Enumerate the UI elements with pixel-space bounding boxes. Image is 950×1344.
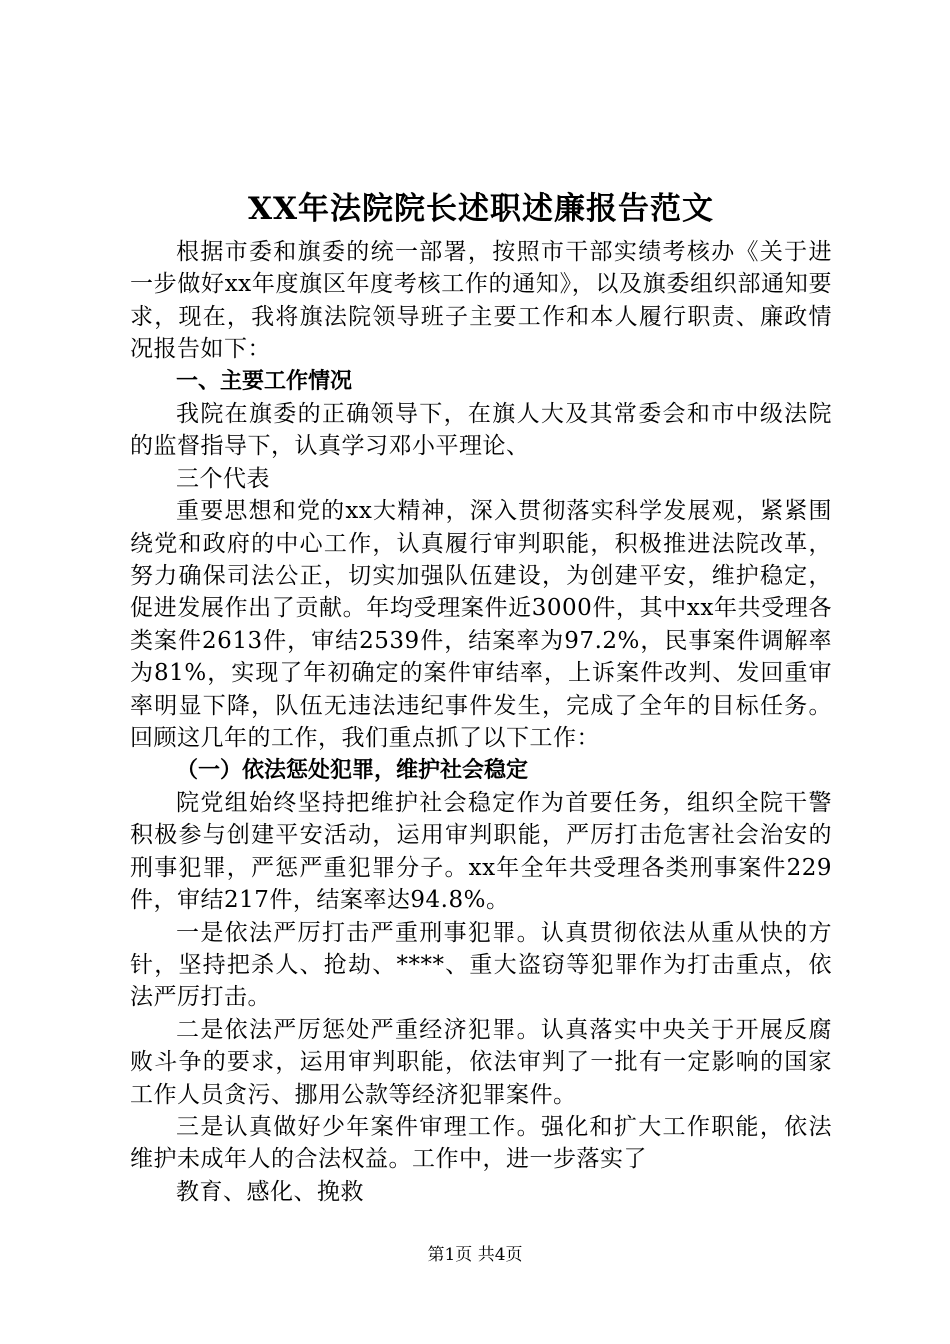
paragraph-education: 教育、感化、挽救 xyxy=(176,1178,364,1205)
paragraph-point-two: 二是依法严厉惩处严重经济犯罪。认真落实中央关于开展反腐败斗争的要求，运用审判职能，依法审判了一批有一定影响的国家工作人员贪污、挪用公款等经济犯罪案件。 xyxy=(130,1016,832,1108)
paragraph-intro: 根据市委和旗委的统一部署，按照市干部实绩考核办《关于进一步做好xx年度旗区年度考核工作的通知》，以及旗委组织部通知要求，现在，我将旗法院领导班子主要工作和本人履行职责、廉政情况报告如下： xyxy=(130,239,832,363)
paragraph-achievements: 重要思想和党的xx大精神，深入贯彻落实科学发展观，紧紧围绕党和政府的中心工作，认真履行审判职能，积极推进法院改革，努力确保司法公正，切实加强队伍建设，为创建平安，维护稳定，促进发展作出了贡献。年均受理案件近3000件，其中xx年共受理各类案件2613件，审结2539件，结案率为97.2%，民事案件调解率为81%，实现了年初确定的案件审结率，上诉案件改判、发回重审率明显下降，队伍无违法违纪事件发生，完成了全年的目标任务。回顾这几年的工作，我们重点抓了以下工作： xyxy=(130,498,832,752)
section-heading-crime: （一）依法惩处犯罪，维护社会稳定 xyxy=(176,757,529,783)
paragraph-point-three: 三是认真做好少年案件审理工作。强化和扩大工作职能，依法维护未成年人的合法权益。工作中，进一步落实了 xyxy=(130,1113,832,1173)
section-heading-main-work: 一、主要工作情况 xyxy=(176,368,353,394)
paragraph-leadership: 我院在旗委的正确领导下，在旗人大及其常委会和市中级法院的监督指导下，认真学习邓小平理论、 xyxy=(130,401,832,460)
document-title: XX年法院院长述职述廉报告范文 xyxy=(247,191,715,227)
paragraph-stability: 院党组始终坚持把维护社会稳定作为首要任务，组织全院干警积极参与创建平安活动，运用审判职能，严厉打击危害社会治安的刑事犯罪，严惩严重犯罪分子。xx年全年共受理各类刑事案件229件，审结217件，结案率达94.8%。 xyxy=(130,789,832,914)
page-footer: 第1页 共4页 xyxy=(427,1245,523,1265)
document-page xyxy=(130,186,832,1208)
paragraph-point-one: 一是依法严厉打击严重刑事犯罪。认真贯彻依法从重从快的方针，坚持把杀人、抢劫、****、重大盗窃等犯罪作为打击重点，依法严厉打击。 xyxy=(130,919,832,1011)
paragraph-three-represents: 三个代表 xyxy=(176,465,270,492)
